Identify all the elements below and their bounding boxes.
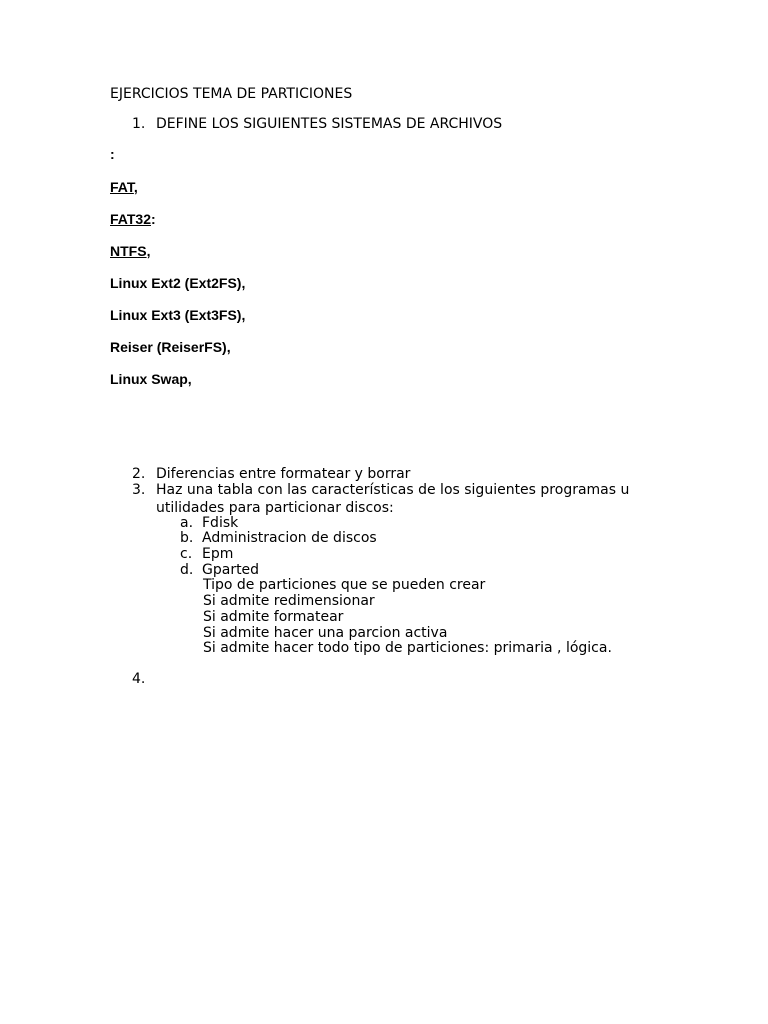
colon-line: : bbox=[110, 146, 115, 162]
criteria-line: Tipo de particiones que se pueden crear bbox=[203, 577, 486, 593]
list-item-3-text-line2: utilidades para particionar discos: bbox=[156, 500, 394, 516]
sublist-item-administracion: Administracion de discos bbox=[202, 530, 377, 546]
criteria-line: Si admite hacer una parcion activa bbox=[203, 625, 448, 641]
filesystem-reiser: Reiser (ReiserFS), bbox=[110, 339, 231, 355]
sublist-letter-d: d. bbox=[180, 562, 194, 578]
list-number-1: 1. bbox=[132, 116, 146, 132]
criteria-line: Si admite redimensionar bbox=[203, 593, 375, 609]
filesystem-swap: Linux Swap, bbox=[110, 371, 192, 387]
list-number-2: 2. bbox=[132, 466, 146, 482]
filesystem-ntfs-suffix: , bbox=[146, 243, 151, 259]
filesystem-ntfs bbox=[110, 243, 150, 259]
filesystem-fat32 bbox=[110, 211, 156, 227]
filesystem-fat-suffix: , bbox=[133, 179, 138, 195]
sublist-item-fdisk: Fdisk bbox=[202, 515, 239, 531]
filesystem-ext2: Linux Ext2 (Ext2FS), bbox=[110, 275, 246, 291]
filesystem-fat bbox=[110, 179, 138, 195]
sublist-item-epm: Epm bbox=[202, 546, 234, 562]
list-number-4: 4. bbox=[132, 671, 146, 687]
criteria-line: Si admite formatear bbox=[203, 609, 344, 625]
filesystem-fat-name: FAT bbox=[110, 179, 134, 195]
list-item-1-text: DEFINE LOS SIGUIENTES SISTEMAS DE ARCHIVOS bbox=[156, 116, 503, 132]
sublist-letter-c: c. bbox=[180, 546, 193, 562]
sublist-letter-b: b. bbox=[180, 530, 194, 546]
sublist-letter-a: a. bbox=[180, 515, 194, 531]
list-item-3-text-line1: Haz una tabla con las características de los siguientes programas u bbox=[156, 482, 630, 498]
filesystem-fat32-name: FAT32 bbox=[110, 211, 151, 227]
list-item-2-text: Diferencias entre formatear y borrar bbox=[156, 466, 411, 482]
criteria-line: Si admite hacer todo tipo de particiones: primaria , lógica. bbox=[203, 640, 612, 656]
sublist-item-gparted: Gparted bbox=[202, 562, 260, 578]
list-number-3: 3. bbox=[132, 482, 146, 498]
filesystem-ntfs-name: NTFS bbox=[110, 243, 147, 259]
filesystem-fat32-suffix: : bbox=[150, 211, 156, 227]
filesystem-ext3: Linux Ext3 (Ext3FS), bbox=[110, 307, 246, 323]
document-title: EJERCICIOS TEMA DE PARTICIONES bbox=[110, 86, 353, 102]
